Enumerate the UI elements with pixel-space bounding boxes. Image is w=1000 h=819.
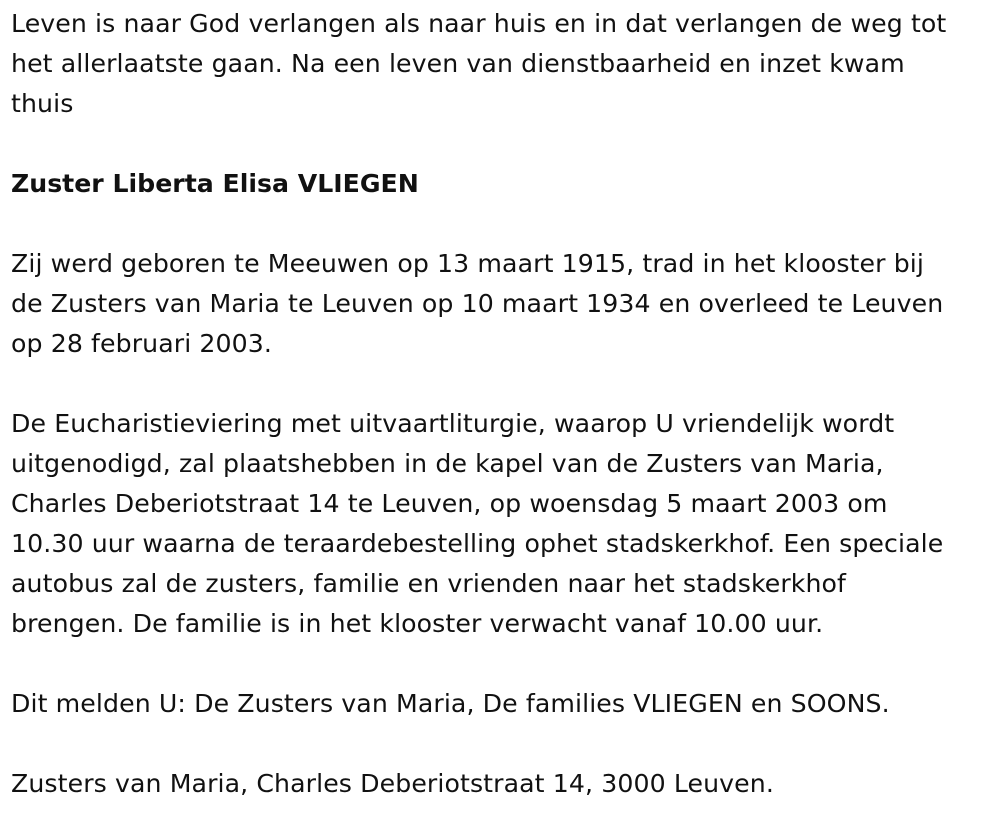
- announcers-paragraph: [11, 684, 996, 724]
- deceased-name: Zuster Liberta Elisa VLIEGEN: [11, 169, 419, 198]
- announcers-text: Dit melden U: De Zusters van Maria, De families VLIEGEN en SOONS.: [11, 689, 890, 718]
- funeral-line: 10.30 uur waarna de teraardebestelling ophet stadskerkhof. Een speciale: [11, 529, 944, 558]
- funeral-line: Charles Deberiotstraat 14 te Leuven, op woensdag 5 maart 2003 om: [11, 489, 888, 518]
- funeral-line: brengen. De familie is in het klooster verwacht vanaf 10.00 uur.: [11, 609, 824, 638]
- death-notice: [11, 4, 996, 804]
- funeral-line: De Eucharistieviering met uitvaartliturgie, waarop U vriendelijk wordt: [11, 409, 895, 438]
- intro-paragraph: [11, 4, 996, 124]
- funeral-line: uitgenodigd, zal plaatshebben in de kapel van de Zusters van Maria,: [11, 449, 884, 478]
- biography-paragraph: [11, 244, 996, 364]
- address-paragraph: [11, 764, 996, 804]
- deceased-name-paragraph: [11, 164, 996, 204]
- funeral-line: autobus zal de zusters, familie en vrienden naar het stadskerkhof: [11, 569, 847, 598]
- address-text: Zusters van Maria, Charles Deberiotstraat 14, 3000 Leuven.: [11, 769, 774, 798]
- funeral-paragraph: [11, 404, 996, 644]
- intro-line: het allerlaatste gaan. Na een leven van dienstbaarheid en inzet kwam: [11, 49, 905, 78]
- intro-line: Leven is naar God verlangen als naar huis en in dat verlangen de weg tot: [11, 9, 947, 38]
- biography-line: Zij werd geboren te Meeuwen op 13 maart 1915, trad in het klooster bij: [11, 249, 924, 278]
- biography-line: op 28 februari 2003.: [11, 329, 273, 358]
- intro-line: thuis: [11, 89, 74, 118]
- biography-line: de Zusters van Maria te Leuven op 10 maart 1934 en overleed te Leuven: [11, 289, 944, 318]
